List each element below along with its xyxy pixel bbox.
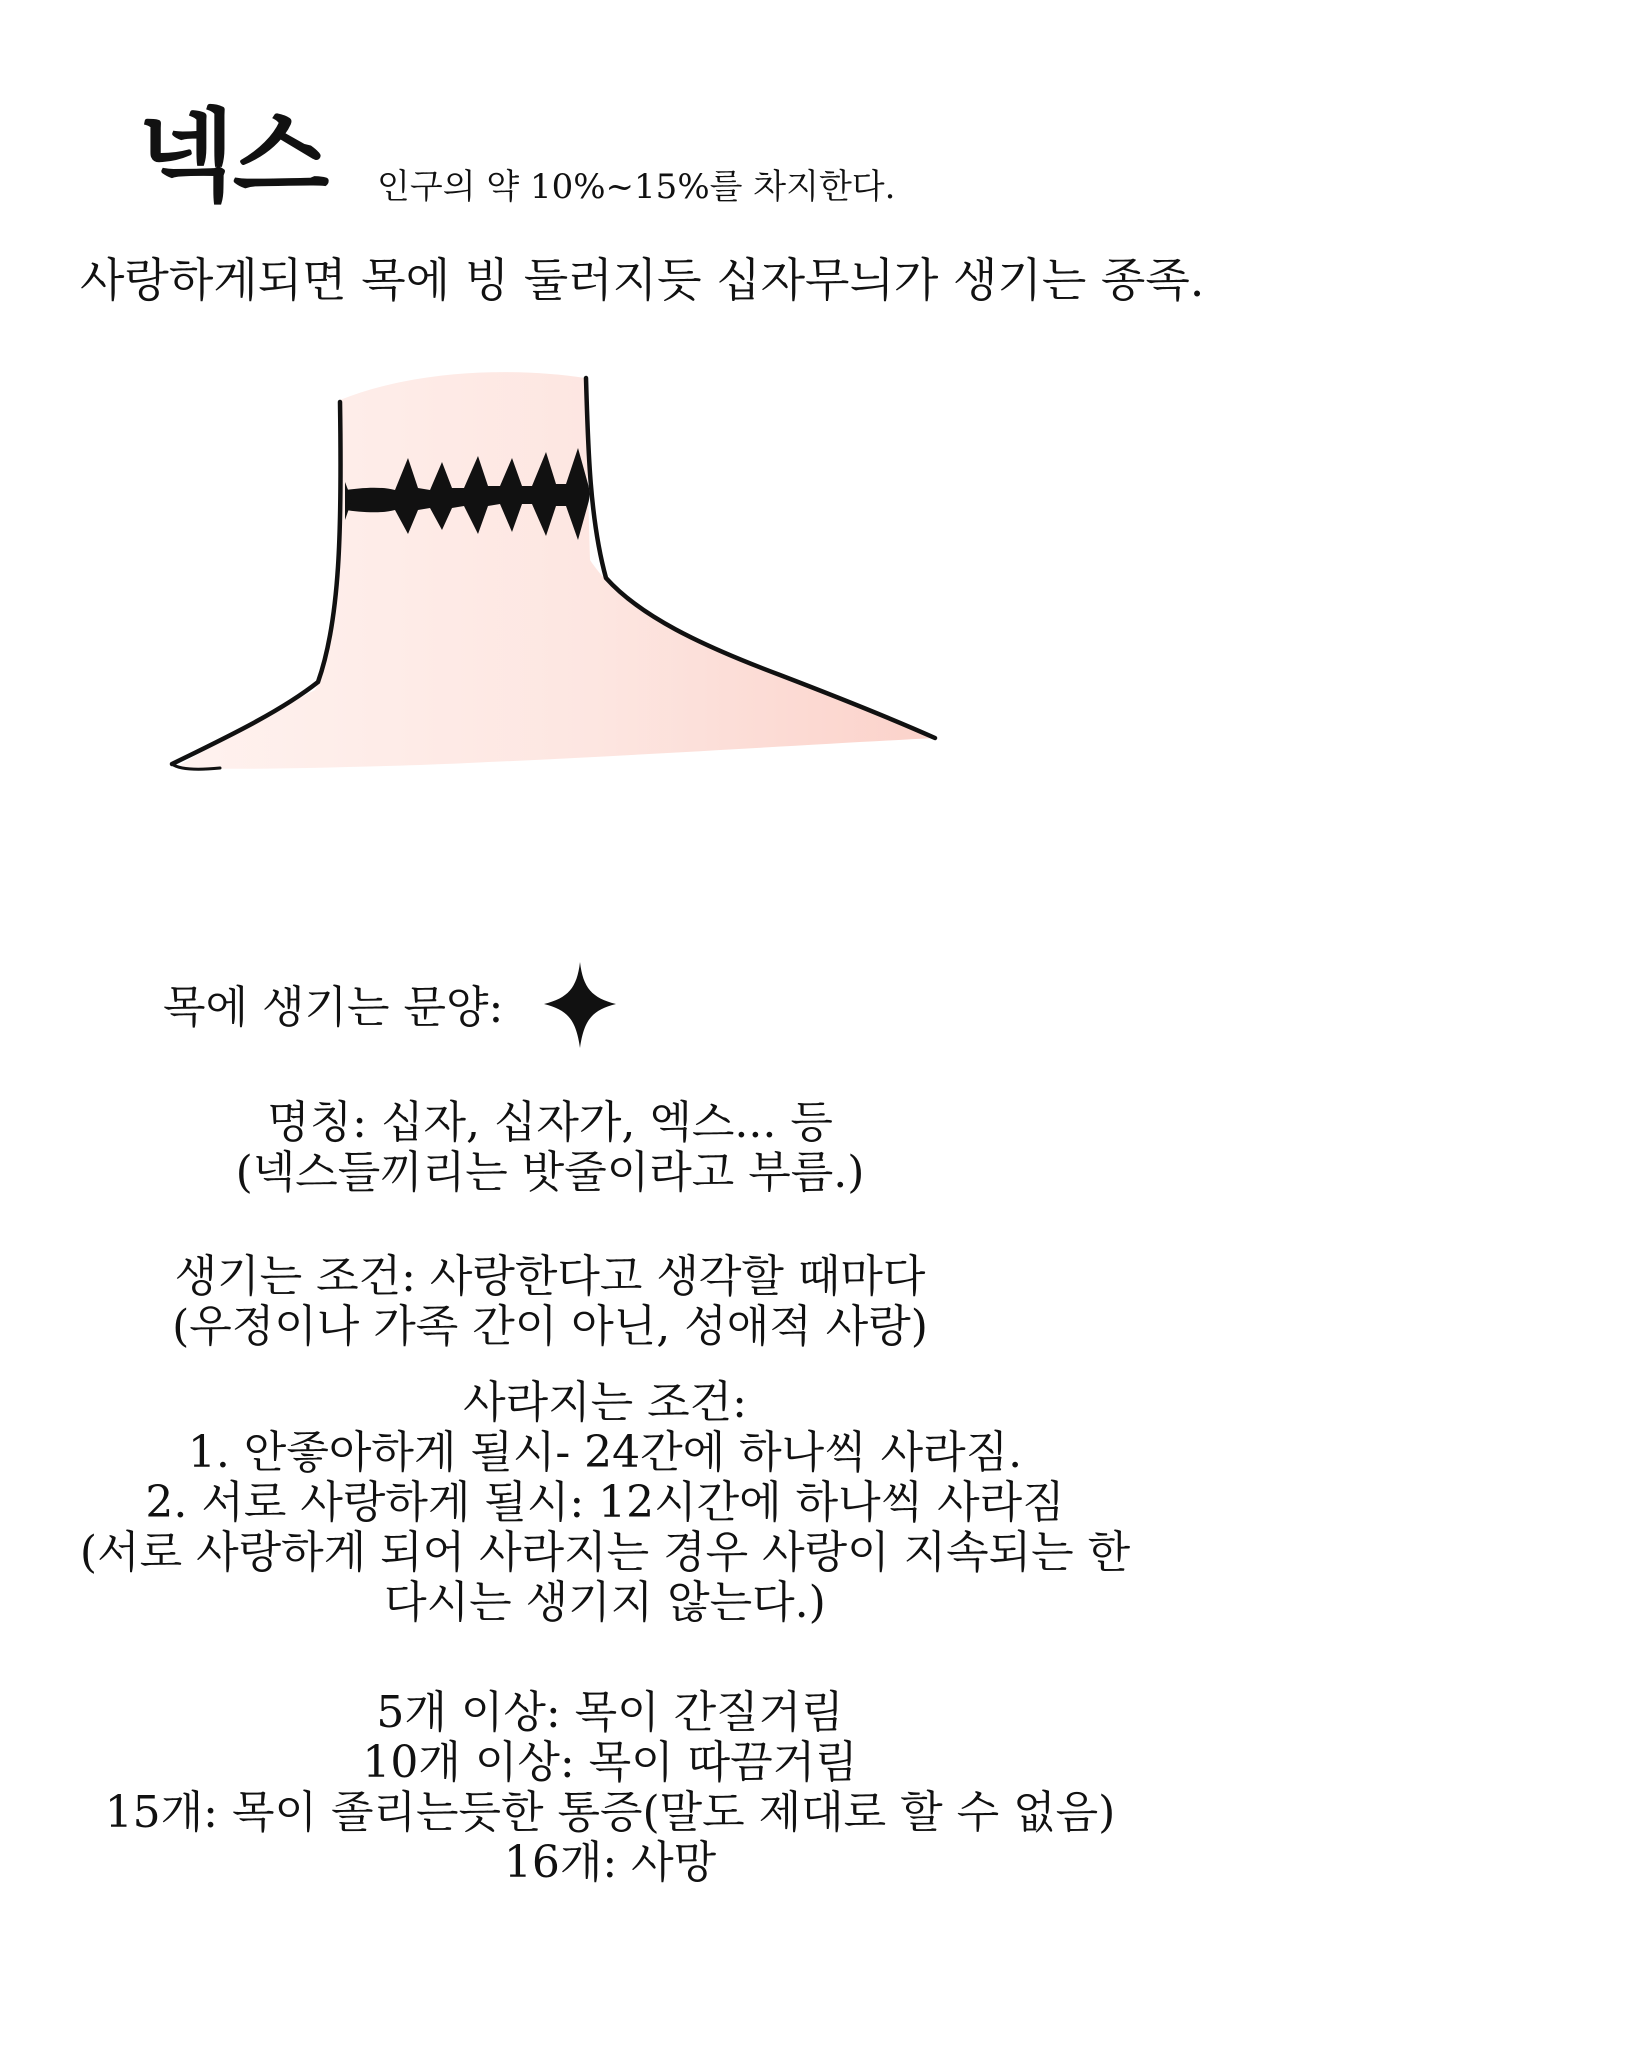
name-note: (넥스들끼리는 밧줄이라고 부름.)	[235, 1147, 865, 1198]
page-title: 넥스	[138, 98, 328, 215]
vanish-item-1: 1. 안좋아하게 될시- 24간에 하나씩 사라짐.	[187, 1427, 1023, 1478]
vanish-item-2: 2. 서로 사랑하게 될시: 12시간에 하나씩 사라짐	[145, 1477, 1065, 1528]
count-effect-10: 10개 이상: 목이 따끔거림	[362, 1737, 858, 1788]
neck-illustration	[0, 0, 1638, 820]
count-effects-section	[0, 1688, 1220, 1888]
count-effect-5: 5개 이상: 목이 간질거림	[376, 1687, 844, 1738]
population-note: 인구의 약 10%~15%를 차지한다.	[377, 167, 896, 207]
vanish-note: (서로 사랑하게 되어 사라지는 경우 사랑이 지속되는 한	[79, 1527, 1131, 1578]
name-section	[0, 1098, 1100, 1198]
count-effect-16: 16개: 사망	[503, 1837, 717, 1888]
four-point-star-icon	[540, 960, 620, 1050]
vanish-condition-section	[0, 1378, 1210, 1628]
appear-condition-section	[0, 1252, 1100, 1352]
pattern-label: 목에 생기는 문양:	[163, 982, 504, 1033]
count-effect-15: 15개: 목이 졸리는듯한 통증(말도 제대로 할 수 없음)	[104, 1787, 1116, 1838]
name-line: 명칭: 십자, 십자가, 엑스... 등	[267, 1097, 833, 1148]
intro-description: 사랑하게되면 목에 빙 둘러지듯 십자무늬가 생기는 종족.	[80, 253, 1205, 307]
neck-skin	[175, 372, 935, 769]
vanish-note-cont: 다시는 생기지 않는다.)	[384, 1577, 826, 1628]
appear-line: 생기는 조건: 사랑한다고 생각할 때마다	[174, 1251, 926, 1302]
vanish-heading: 사라지는 조건:	[463, 1377, 747, 1428]
appear-note: (우정이나 가족 간이 아닌, 성애적 사랑)	[172, 1301, 928, 1352]
